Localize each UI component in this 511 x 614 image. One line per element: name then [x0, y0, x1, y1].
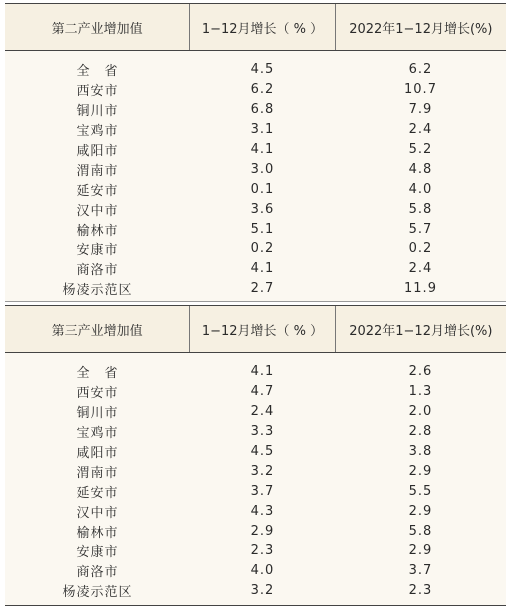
growth-cell: 3.0	[250, 161, 275, 177]
header-growth-2022: 2022年1−12月增长(%)	[349, 323, 493, 339]
table-row	[5, 382, 506, 402]
growth-cell: 3.7	[250, 483, 275, 499]
header-growth: 1−12月增长（ % ）	[190, 306, 335, 352]
table-row	[5, 442, 506, 462]
growth-cell: 4.1	[250, 261, 275, 277]
table-row	[5, 581, 506, 601]
table-row	[5, 521, 506, 541]
growth-2022-cell: 2.3	[408, 583, 433, 599]
table-row	[5, 402, 506, 422]
growth-cell: 6.2	[250, 82, 275, 98]
table-row	[5, 481, 506, 501]
growth-2022-cell: 4.0	[408, 181, 433, 197]
table-row	[5, 561, 506, 581]
region-cell: 咸阳市	[76, 144, 119, 159]
region-cell: 咸阳市	[76, 446, 119, 461]
region-cell: 杨凌示范区	[62, 283, 133, 299]
growth-2022-cell: 2.8	[408, 424, 433, 440]
growth-2022-cell: 10.7	[404, 82, 437, 98]
growth-cell: 2.7	[250, 281, 275, 297]
table-header	[5, 305, 506, 353]
growth-2022-cell: 6.2	[408, 62, 433, 78]
growth-cell: 3.2	[250, 463, 275, 479]
growth-2022-cell: 3.7	[408, 563, 433, 579]
growth-2022-cell: 5.5	[408, 483, 433, 499]
table-row	[5, 422, 506, 442]
growth-cell: 4.5	[250, 62, 275, 78]
header-indicator: 第三产业增加值	[5, 306, 190, 352]
table-row	[5, 461, 506, 481]
tertiary-industry-section	[5, 305, 506, 606]
growth-2022-cell: 2.4	[408, 122, 433, 138]
growth-2022-cell: 11.9	[404, 281, 437, 297]
table-row	[5, 80, 506, 100]
growth-cell: 2.3	[250, 543, 275, 559]
growth-cell: 4.3	[250, 503, 275, 519]
region-cell: 渭南市	[76, 465, 119, 481]
table-row	[5, 100, 506, 120]
growth-2022-cell: 5.2	[408, 142, 433, 157]
table-row	[5, 279, 506, 299]
region-cell: 杨凌示范区	[62, 585, 133, 601]
header-growth-2022: 2022年1−12月增长(%)	[349, 21, 493, 37]
table-row	[5, 239, 506, 259]
table-row	[5, 541, 506, 561]
growth-cell: 3.1	[250, 122, 275, 138]
region-cell: 全 省	[76, 366, 119, 382]
region-cell: 西安市	[76, 386, 119, 402]
secondary-industry-section	[5, 3, 506, 302]
growth-2022-cell: 0.2	[408, 241, 433, 257]
growth-cell: 0.2	[250, 241, 275, 257]
table-row	[5, 120, 506, 140]
growth-cell: 2.9	[250, 523, 275, 539]
region-cell: 延安市	[76, 183, 119, 199]
region-cell: 商洛市	[76, 565, 119, 581]
growth-cell: 4.0	[250, 563, 275, 579]
region-cell: 西安市	[76, 84, 119, 100]
growth-cell: 4.1	[250, 364, 275, 380]
growth-2022-cell: 7.9	[408, 102, 433, 118]
table-row	[5, 219, 506, 239]
growth-cell: 4.1	[250, 142, 275, 157]
region-cell: 全 省	[76, 64, 119, 80]
region-cell: 榆林市	[76, 223, 119, 239]
table-row	[5, 362, 506, 382]
table-row	[5, 140, 506, 160]
region-cell: 铜川市	[76, 406, 119, 422]
growth-2022-cell: 5.8	[408, 523, 433, 539]
region-cell: 汉中市	[76, 505, 119, 521]
growth-cell: 4.5	[250, 444, 275, 459]
growth-2022-cell: 5.7	[408, 221, 433, 237]
growth-2022-cell: 5.8	[408, 201, 433, 217]
growth-cell: 0.1	[250, 181, 275, 197]
table-row	[5, 60, 506, 80]
region-cell: 商洛市	[76, 263, 119, 279]
region-cell: 安康市	[76, 243, 119, 259]
region-cell: 铜川市	[76, 104, 119, 120]
growth-2022-cell: 2.9	[408, 503, 433, 519]
region-cell: 宝鸡市	[76, 426, 119, 442]
header-growth: 1−12月增长（ % ）	[190, 4, 335, 50]
growth-cell: 6.8	[250, 102, 275, 118]
growth-cell: 4.7	[250, 384, 275, 400]
growth-2022-cell: 4.8	[408, 161, 433, 177]
growth-cell: 3.3	[250, 424, 275, 440]
table-row	[5, 179, 506, 199]
growth-2022-cell: 2.9	[408, 463, 433, 479]
table-row	[5, 199, 506, 219]
growth-2022-cell: 2.9	[408, 543, 433, 559]
region-cell: 安康市	[76, 545, 119, 561]
growth-2022-cell: 2.4	[408, 261, 433, 277]
growth-cell: 3.6	[250, 201, 275, 217]
region-cell: 榆林市	[76, 525, 119, 541]
region-cell: 渭南市	[76, 163, 119, 179]
growth-cell: 5.1	[250, 221, 275, 237]
growth-2022-cell: 2.0	[408, 404, 433, 420]
header-indicator: 第二产业增加值	[5, 4, 190, 50]
region-cell: 宝鸡市	[76, 124, 119, 140]
growth-cell: 2.4	[250, 404, 275, 420]
region-cell: 汉中市	[76, 203, 119, 219]
table-row	[5, 501, 506, 521]
growth-cell: 3.2	[250, 583, 275, 599]
growth-2022-cell: 3.8	[408, 444, 433, 459]
table-header	[5, 3, 506, 51]
table-body	[5, 353, 506, 606]
table-body	[5, 51, 506, 302]
table-row	[5, 159, 506, 179]
growth-2022-cell: 1.3	[408, 384, 433, 400]
region-cell: 延安市	[76, 485, 119, 501]
table-row	[5, 259, 506, 279]
growth-2022-cell: 2.6	[408, 364, 433, 380]
